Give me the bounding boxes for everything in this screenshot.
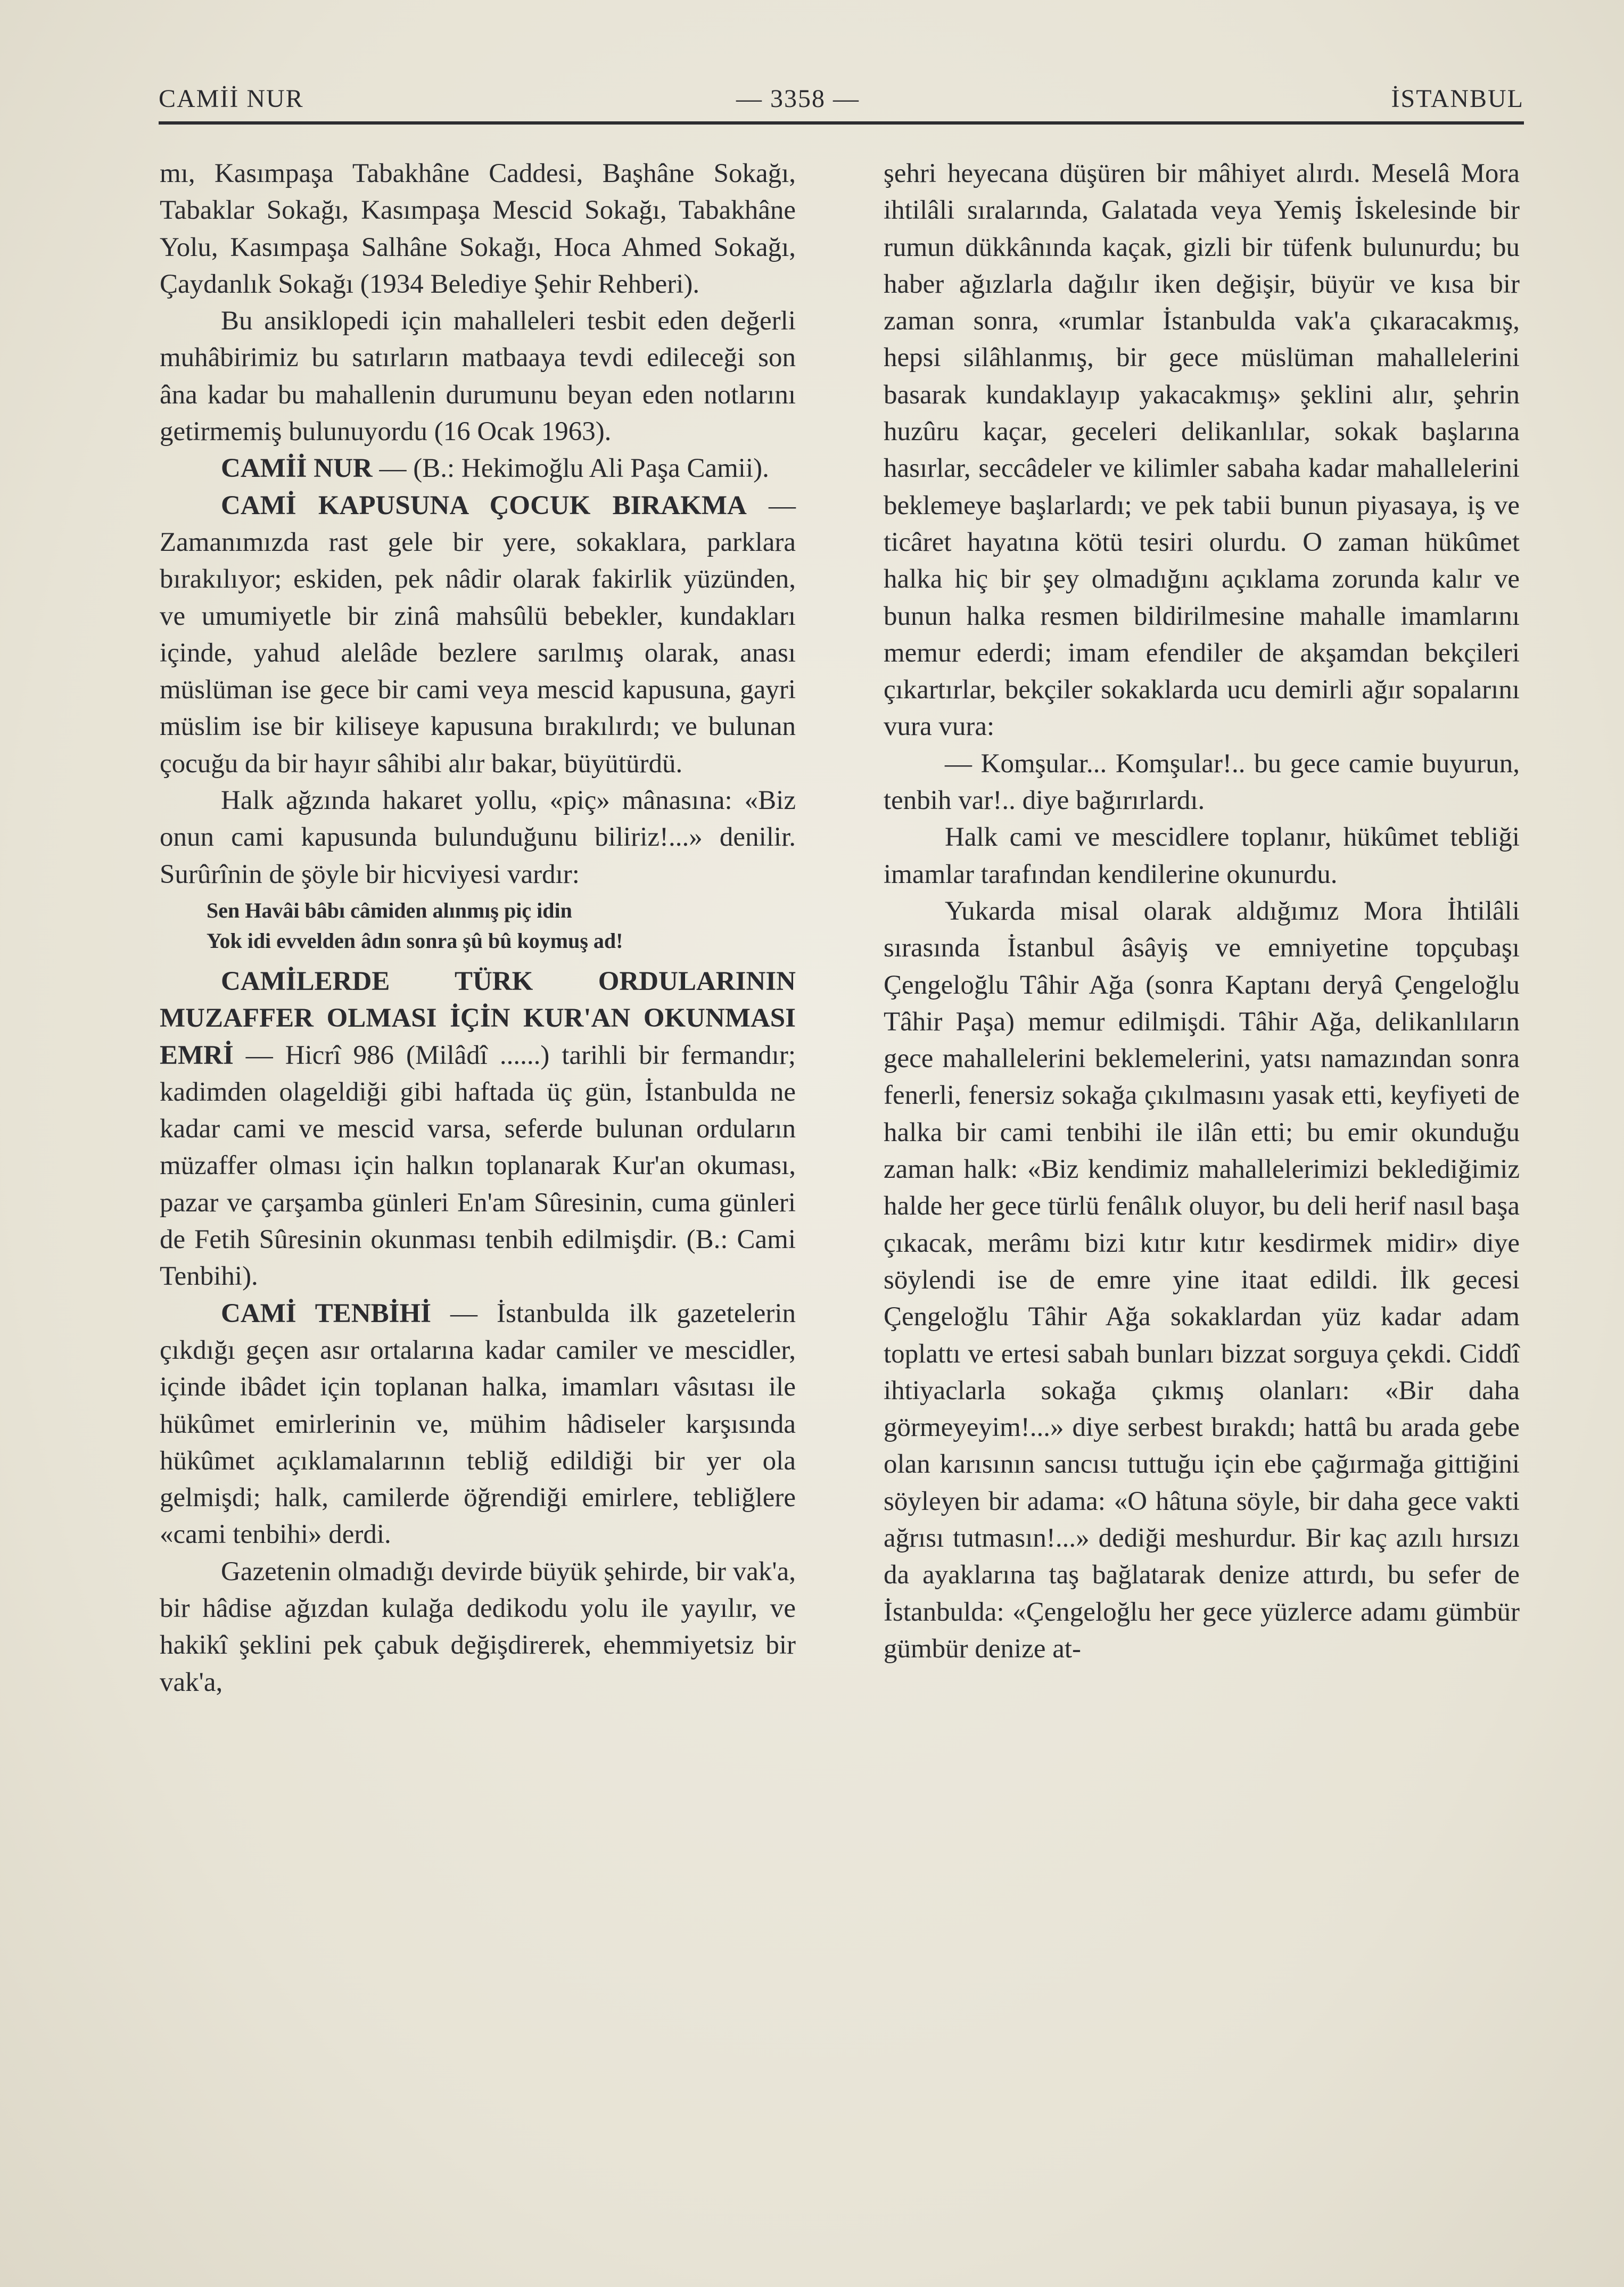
paragraph: mı, Kasımpaşa Tabakhâne Caddesi, Başhâne Sokağı, Tabaklar Sokağı, Kasımpaşa Mescid Sokağı, Tabakhâne Yolu, Kasımpaşa Salhâne Sokağı, Hoca Ahmed Sokağı, Çaydanlık Sokağı (1934 Belediye Şehir Rehberi). <box>160 159 796 299</box>
paragraph: Bu ansiklopedi için mahalleleri tesbit eden değerli muhâbirimiz bu satırların matbaaya tevdi edileceği son âna kadar bu mahallenin durumunu beyan eden notlarını getirmemiş bulunuyordu (16 Ocak 1963). <box>160 306 796 447</box>
entry-text: — Zamanımızda rast gele bir yere, sokaklara, parklara bırakılıyor; eskiden, pek nâdir olarak fakirlik yüzünden, ve umumiyetle bir zinâ mahsûlü bebekler, kundakları içinde, yahud alelâde bezlere sarılmış olarak, anası müslüman ise gece bir cami veya mescid kapusuna, gayri müslim ise bir kiliseye kapusuna bırakılırdı; ve bulunan çocuğu da bir hayır sâhibi alır bakar, büyütürdü. <box>160 490 796 779</box>
paragraph: Yukarda misal olarak aldığımız Mora İhtilâli sırasında İstanbul âsâyiş ve emniyetine topçubaşı Çengeloğlu Tâhir Ağa (sonra Kaptanı deryâ Çengeloğlu Tâhir Paşa) memur edilmişdi. Tâhir Ağa, delikanlıların gece mahallelerini beklemelerini, yatsı namazından sonra fenerli, fenersiz sokağa çıkılmasını yasak etti, keyfiyeti de halka bir cami tenbihi ile ilân etti; bu emir okunduğu zaman halk: «Biz kendimiz mahallelerimizi beklediğimiz halde her gece türlü fenâlık oluyor, bu deli herif nasıl başa çıkacak, merâmı bizi kıtır kıtır kesdirmek midir» diye söylendi ise de emre yine itaat edildi. İlk gecesi Çengeloğlu Tâhir Ağa sokaklardan yüz kadar adam toplattı ve ertesi sabah bunları bizzat sorguya çekdi. Ciddî ihtiyaclarla sokağa çıkmış olanları: «Bir daha görmeyeyim!...» diye serbest bırakdı; hattâ bu arada gebe olan karısının sancısı tuttuğu için ebe çağırmağa gittiğini söyleyen bir adama: «O hâtuna söyle, bir daha gece vakti ağrısı tutmasın!...» dediği meshurdur. Bir kaç azılı hırsızı da ayaklarına taş bağlatarak denize attırdı, bu sefer de İstanbulda: «Çengeloğlu her gece yüzlerce adamı gümbür gümbür denize at- <box>884 896 1520 1664</box>
header-article-title: CAMİİ NUR <box>159 85 304 113</box>
entry-title: CAMİ TENBİHİ <box>221 1298 431 1328</box>
verse-line: Sen Havâi bâbı câmiden alınmış piç idin <box>207 898 572 922</box>
entry-text: — Hicrî 986 (Milâdî ......) tarihli bir fermandır; kadimden olageldiği gibi haftada üç gün, İstanbulda ne kadar cami ve mescid varsa, seferde bulunan orduların müzaffer olması için halkın toplanarak Kur'an okuması, pazar ve çarşamba günleri En'am Sûresinin, cuma günleri de Fetih Sûresinin okunması tenbih edilmişdir. (B.: Cami Tenbihi). <box>160 1040 796 1292</box>
entry-paragraph <box>160 963 796 1295</box>
right-column <box>884 155 1520 1667</box>
entry-title: CAMİ KAPUSUNA ÇOCUK BIRAKMA <box>221 490 747 521</box>
header-volume-title: İSTANBUL <box>1391 85 1524 113</box>
entry-paragraph <box>160 450 796 487</box>
entry-paragraph <box>160 488 796 782</box>
paragraph: şehri heyecana düşüren bir mâhiyet alırdı. Meselâ Mora ihtilâli sıralarında, Galatada veya Yemiş İskelesinde bir rumun dükkânında kaçak, gizli bir tüfenk bulunurdu; bu haber ağızlarla dağılır iken değişir, büyür ve kısa bir zaman sonra, «rumlar İstanbulda vak'a çıkaracakmış, hepsi silâhlanmış, bir gece müslüman mahallelerini basarak kundaklayıp yakacakmış» şeklini alır, şehrin huzûru kaçar, geceleri delikanlılar, sokak başlarına hasırlar, seccâdeler ve kilimler sabaha kadar mahallelerini beklemeye başlarlardı; ve pek tabii bunun piyasaya, iş ve ticâret hayatına kötü tesiri olurdu. O zaman hükûmet halka hiç bir şey olmadığını açıklama zorunda kalır ve bunun halka resmen bildirilmesine mahalle imamlarını memur ederdi; imam efendiler de akşamdan bekçileri çıkartırlar, bekçiler sokaklarda ucu demirli ağır sopalarını vura vura: <box>884 159 1520 742</box>
entry-text: — İstanbulda ilk gazetelerin çıkdığı geçen asır ortalarına kadar camiler ve mescidler, içinde ibâdet için toplanan halka, imamları vâsıtası ile hükûmet emirlerinin ve, mühim hâdiseler karşısında hükûmet açıklamalarının tebliğ edildiği bir yer ola gelmişdi; halk, camilerde öğrendiği emirlere, tebliğlere «cami tenbihi» derdi. <box>160 1298 796 1550</box>
entry-text: — (B.: Hekimoğlu Ali Paşa Camii). <box>372 453 769 484</box>
page-number: — 3358 — <box>736 85 860 113</box>
verse-line: Yok idi evvelden âdın sonra şû bû koymuş ad! <box>207 928 623 953</box>
entry-title: CAMİİ NUR <box>221 453 373 484</box>
paragraph: Halk ağzında hakaret yollu, «piç» mânasına: «Biz onun cami kapusunda bulunduğunu biliriz!...» denilir. Surûrînin de şöyle bir hicviyesi vardır: <box>160 786 796 889</box>
verse-block <box>207 895 796 956</box>
running-header <box>159 80 1524 117</box>
paragraph: — Komşular... Komşular!.. bu gece camie buyurun, tenbih var!.. diye bağırırlardı. <box>884 748 1520 816</box>
entry-paragraph <box>160 1295 796 1554</box>
paragraph: Halk cami ve mescidlere toplanır, hükûmet tebliği imamlar tarafından kendilerine okunurdu. <box>884 822 1520 889</box>
paragraph: Gazetenin olmadığı devirde büyük şehirde, bir vak'a, bir hâdise ağızdan kulağa dedikodu yolu ile yayılır, ve hakikî şeklini pek çabuk değişdirerek, ehemmiyetsiz bir vak'a, <box>160 1556 796 1697</box>
entry-title: CAMİLERDE TÜRK ORDULARININ MUZAFFER OLMASI İÇİN KUR'AN OKUNMASI EMRİ <box>160 966 796 1070</box>
header-rule <box>159 121 1524 125</box>
left-column <box>160 155 796 1701</box>
